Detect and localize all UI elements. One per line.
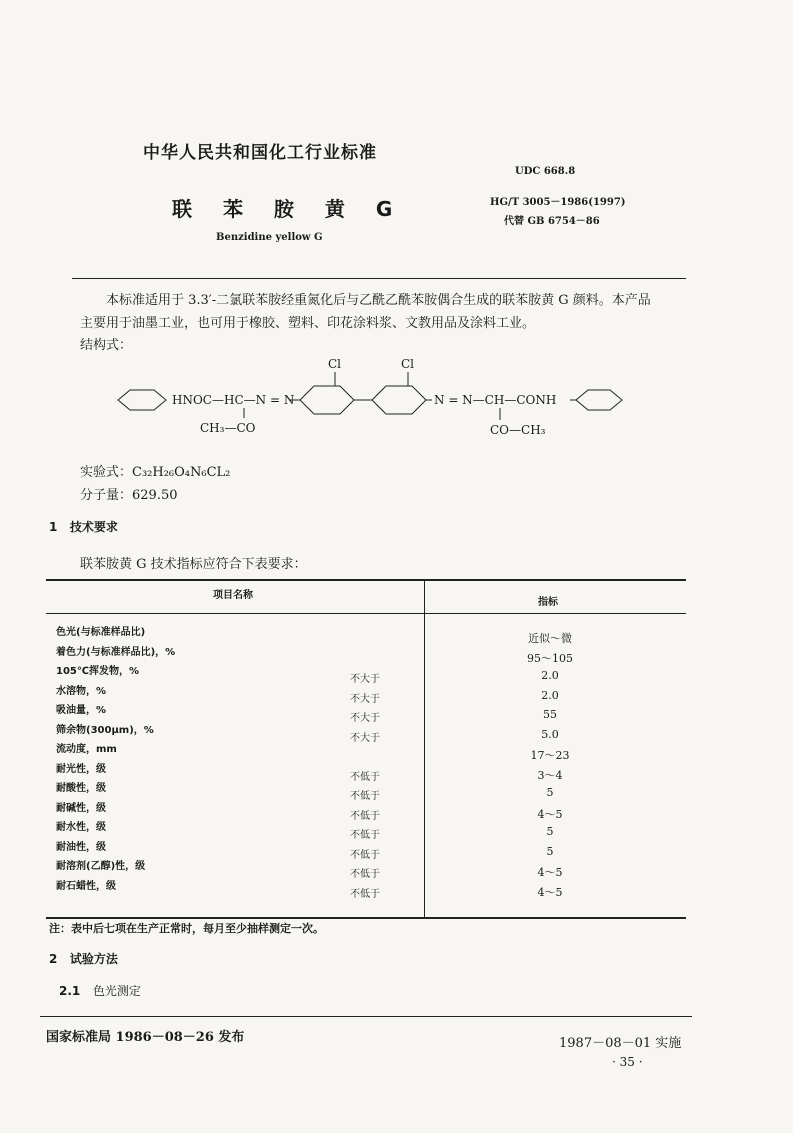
intro-paragraph: 本标准适用于 3.3′-二氯联苯胺经重氮化后与乙酰乙酰苯胺偶合生成的联苯胺黄 G 颜料。本产品: [106, 293, 651, 308]
section-2-title: 试验方法: [69, 952, 118, 966]
table-row-item: 105℃挥发物，%: [56, 666, 140, 677]
udc-code: UDC 668.8: [515, 166, 576, 177]
table-row-condition: 不低于: [350, 771, 380, 783]
table-row-value: 2.0: [541, 669, 559, 682]
table-top-rule: [46, 579, 686, 581]
table-row-condition: 不低于: [350, 869, 380, 880]
header-divider: [72, 278, 686, 279]
intro-paragraph-cont: 主要用于油墨工业，也可用于橡胶、塑料、印花涂料浆、文教用品及涂料工业。: [80, 316, 536, 331]
section-2-number: 2: [49, 952, 58, 966]
standard-number: HG/T 3005－1986(1997): [490, 197, 626, 208]
left-group-text: HNOC—HC—N = N: [172, 393, 295, 407]
table-bottom-rule: [46, 917, 686, 919]
table-row-item: 耐油性，级: [56, 841, 106, 853]
table-row-item: 着色力(与标准样品比)，%: [56, 646, 176, 658]
footer-divider: [40, 1016, 692, 1017]
benzene-ring-right: [576, 390, 622, 410]
table-header-rule: [46, 613, 686, 614]
right-group-text: N = N—CH—CONH: [434, 393, 557, 407]
molecular-weight: 分子量：629.50: [80, 488, 178, 503]
table-header-spec: 指标: [538, 597, 558, 608]
benzene-ring-middle-2: [372, 386, 426, 414]
doc-title: 联 苯 胺 黄 G: [172, 197, 405, 221]
table-row-item: 耐碱性，级: [56, 802, 106, 814]
table-row-item: 筛余物(300μm)，%: [56, 724, 154, 736]
empirical-formula: 实验式：C₃₂H₂₆O₄N₆CL₂: [80, 465, 231, 480]
replaces-standard: 代替 GB 6754－86: [504, 216, 600, 227]
right-sub-text: CO—CH₃: [490, 423, 546, 437]
benzene-ring-middle-1: [300, 386, 354, 414]
table-row-value: 4～5: [537, 807, 563, 821]
table-row-item: 耐石蜡性，级: [56, 880, 116, 892]
table-row-condition: 不低于: [350, 830, 380, 841]
structural-formula: [110, 352, 630, 452]
standard-codes: [490, 193, 626, 231]
subsection-2-1-title: 色光测定: [92, 984, 141, 998]
table-column-divider: [424, 580, 425, 918]
table-row-value: 95～105: [527, 651, 573, 665]
table-row-value: 55: [543, 708, 557, 721]
table-row-item: 吸油量，%: [56, 705, 107, 716]
table-row-condition: 不大于: [350, 674, 380, 685]
table-row-value: 5: [546, 825, 554, 838]
left-sub-text: CH₃—CO: [200, 421, 256, 435]
section-1-intro: 联苯胺黄 G 技术指标应符合下表要求：: [80, 557, 307, 572]
section-1-number: 1: [49, 520, 58, 534]
table-row-value: 17～23: [530, 749, 570, 762]
org-name: 中华人民共和国化工行业标准: [143, 143, 377, 163]
table-row-condition: 不低于: [350, 849, 380, 861]
table-row-condition: 不大于: [350, 713, 380, 724]
table-row-value: 4～5: [537, 866, 563, 879]
table-row-value: 2.0: [541, 688, 559, 702]
table-row-condition: 不大于: [350, 732, 380, 744]
table-row-condition: 不低于: [350, 791, 380, 802]
table-row-value: 近似～微: [528, 632, 572, 645]
chlorine-left: Cl: [328, 357, 342, 371]
subsection-2-1-number: 2.1: [59, 984, 81, 998]
table-row-value: 5.0: [541, 727, 559, 741]
table-row-condition: 不低于: [350, 810, 380, 822]
table-row-item: 耐酸性，级: [56, 783, 106, 794]
chlorine-right: Cl: [401, 357, 415, 371]
subsection-2-1-heading: [59, 982, 141, 999]
table-row-value: 4～5: [537, 885, 563, 899]
table-row-item: 耐光性，级: [56, 763, 106, 775]
section-1-title: 技术要求: [69, 520, 118, 534]
section-1-heading: [49, 518, 118, 535]
issue-date: 国家标准局 1986－08－26 发布: [46, 1030, 245, 1045]
table-row-value: 3～4: [537, 768, 563, 782]
table-note: 注：表中后七项在生产正常时，每月至少抽样测定一次。: [49, 922, 324, 935]
page-number: · 35 ·: [612, 1055, 643, 1069]
structure-label: 结构式：: [80, 338, 133, 353]
table-row-item: 水溶物，%: [56, 685, 107, 697]
table-row-condition: 不大于: [350, 693, 380, 705]
table-row-item: 耐水性，级: [56, 822, 106, 833]
table-row-item: 耐溶剂(乙醇)性，级: [56, 861, 146, 872]
table-row-item: 色光(与标准样品比): [56, 627, 146, 638]
table-row-value: 5: [546, 786, 554, 799]
effective-date: 1987－08－01 实施: [559, 1036, 682, 1051]
table-row-item: 流动度，mm: [56, 744, 117, 755]
table-row-value: 5: [546, 844, 554, 858]
benzene-ring-left: [118, 390, 166, 410]
section-2-heading: [49, 950, 118, 967]
table-row-condition: 不低于: [350, 888, 380, 900]
table-header-item: 项目名称: [213, 590, 253, 601]
doc-title-english: Benzidine yellow G: [216, 232, 323, 243]
